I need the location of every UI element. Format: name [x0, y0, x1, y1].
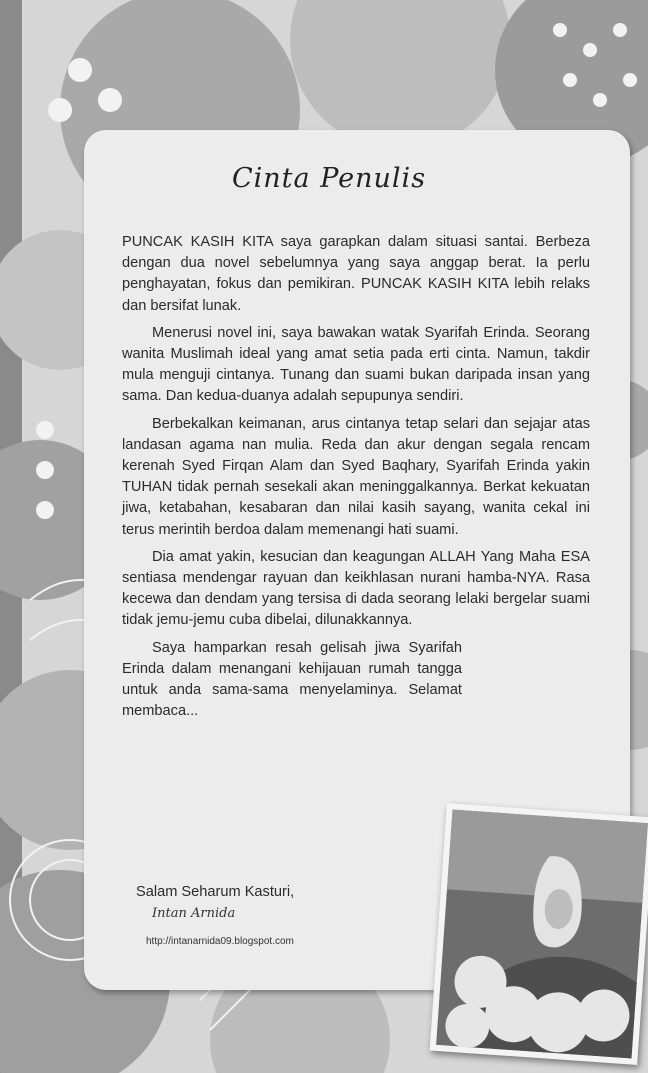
paragraph-2: Menerusi novel ini, saya bawakan watak Syarifah Erinda. Seorang wanita Muslimah ideal yang amat setia pada erti cinta. Namun, takdir mula menguji cintanya. Tunang dan suami bukan daripada insan yang sama. Dan kedua-duanya adalah sepupunya sendiri. [122, 324, 590, 405]
paragraph-1: PUNCAK KASIH KITA saya garapkan dalam situasi santai. Berbeza dengan dua novel sebelumnya yang saya anggap berat. Ia perlu penghayatan, fokus dan pemikiran. PUNCAK KASIH KITA lebih relaks dan bersifat lunak. [122, 234, 590, 314]
paragraph-5: Saya hamparkan resah gelisah jiwa Syarifah Erinda dalam menangani kehijauan rumah tangga untuk anda sama-sama menyelaminya. Selamat membaca... [122, 639, 462, 720]
paragraph-3: Berbekalkan keimanan, arus cintanya tetap selari dan sejajar atas landasan agama nan mulia. Reda dan akur dengan segala rencam kerenah Syed Firqan Alam dan Syed Baqhary, Syarifah Erinda yakin TUHAN tidak pernah sesekali akan meninggalkannya. Berkat kekuatan jiwa, ketabahan, kesabaran dan nilai kasih sayang, wanita cekal ini terus merintih berdoa dalam memenangi hati suami. [122, 415, 590, 538]
blog-url: http://intanarnida09.blogspot.com [146, 936, 294, 947]
paragraph-4: Dia amat yakin, kesucian dan keagungan ALLAH Yang Maha ESA sentiasa mendengar rayuan dan keikhlasan nurani hamba-NYA. Rasa kecewa dan dendam yang tersisa di dada seorang lelaki bergelar suami tidak jemu-jemu cuba dibelai, dilunakkannya. [122, 548, 590, 629]
author-photo-icon [436, 809, 648, 1058]
page-title: Cinta Penulis [232, 163, 427, 194]
closing-greeting: Salam Seharum Kasturi, [136, 884, 295, 900]
author-photo [430, 803, 648, 1065]
signature: Intan Arnida [152, 906, 236, 921]
body-text [122, 232, 590, 728]
